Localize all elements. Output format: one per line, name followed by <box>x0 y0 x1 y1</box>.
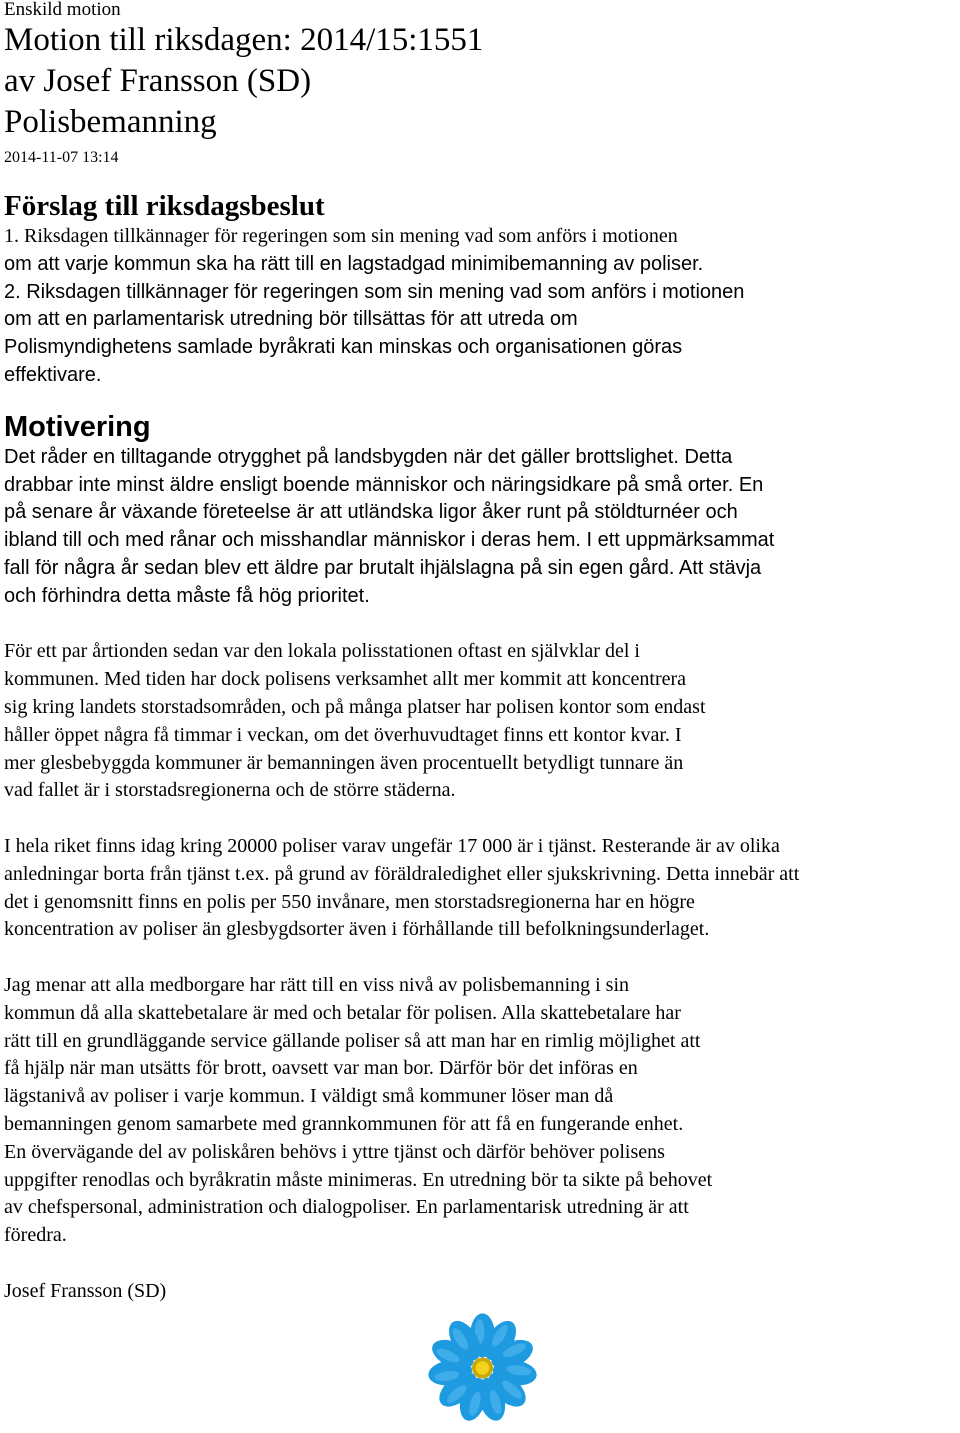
proposal-1-line-2: om att varje kommun ska ha rätt till en lagstadgad minimibemanning av poliser. <box>4 252 704 275</box>
motivering-paragraph: Det råder en tilltagande otrygghet på landsbygden när det gäller brottslighet. Detta drabbar inte minst äldre ensligt boende människor och näringsidkare på små orter. En på senare år växande företeelse är att utländska ligor åker runt på stöldturnéer och ibland till och med rånar och misshandlar människor i deras hem. I ett uppmärksammat fall för några år sedan blev ett äldre par brutalt ihjälslagna på sin egen gård. Att stävja och förhindra detta måste få hög prioritet. <box>4 445 775 607</box>
proposal-2-line-3: Polismyndighetens samlade byråkrati kan minskas och organisationen göras <box>4 336 683 359</box>
proposals-list <box>4 223 958 390</box>
proposal-2-line-4: effektivare. <box>4 363 102 386</box>
motion-title: Motion till riksdagen: 2014/15:1551 <box>4 22 484 58</box>
motivering-body <box>4 444 958 1250</box>
proposal-2-line-1: 2. Riksdagen tillkännager för regeringen som sin mening vad som anförs i motionen <box>4 280 745 303</box>
motivering-paragraph: I hela riket finns idag kring 20000 poliser varav ungefär 17 000 är i tjänst. Resterande är av olika anledningar borta från tjänst t.ex. på grund av föräldraledighet eller sjukskrivning. Detta innebär att det i genomsnitt finns en polis per 550 invånare, men storstadsregionerna har en högre koncentration av poliser än glesbygdsorter även i förhållande till befolkningsunderlaget. <box>4 834 800 941</box>
motivering-heading: Motivering <box>4 410 151 443</box>
proposal-1-line-1: 1. Riksdagen tillkännager för regeringen som sin mening vad som anförs i motionen <box>4 225 678 247</box>
signature: Josef Fransson (SD) <box>4 1279 167 1302</box>
motivering-paragraph: För ett par årtionden sedan var den lokala polisstationen oftast en självklar del i kommunen. Med tiden har dock polisens verksamhet allt mer kommit att koncentrera sig kring landets storstadsområden, och på många platser har polisen kontor som endast håller öppet några få timmar i veckan, om det överhuvudtaget finns ett kontor kvar. I mer glesbebyggda kommuner är bemanningen även procentuellt betydligt tunnare än vad fallet är i storstadsregionerna och de större städerna. <box>4 640 706 802</box>
author-line: av Josef Fransson (SD) <box>4 63 312 99</box>
proposals-heading: Förslag till riksdagsbeslut <box>4 190 325 222</box>
blue-anemone-flower-logo-icon <box>425 1308 540 1428</box>
document-type: Enskild motion <box>4 0 121 20</box>
proposal-2-line-2: om att en parlamentarisk utredning bör tillsättas för att utreda om <box>4 308 578 331</box>
motion-document <box>4 0 958 1305</box>
motion-subject: Polisbemanning <box>4 104 217 140</box>
flower-center-inner <box>476 1361 489 1374</box>
motion-datetime: 2014-11-07 13:14 <box>4 149 119 166</box>
motivering-paragraph: Jag menar att alla medborgare har rätt till en viss nivå av polisbemanning i sin kommun då alla skattebetalare är med och betalar för polisen. Alla skattebetalare har rätt till en grundläggande service gällande poliser så att man har en rimlig möjlighet att få hjälp när man utsätts för brott, oavsett var man bor. Därför bör det införas en lägstanivå av poliser i varje kommun. I väldigt små kommuner löser man då bemanningen genom samarbete med grannkommunen för att få en fungerande enhet. En övervägande del av poliskåren behövs i yttre tjänst och därför behöver polisens uppgifter renodlas och byråkratin måste minimeras. En utredning bör ta sikte på behovet av chefspersonal, administration och dialogpoliser. En parlamentarisk utredning är att föredra. <box>4 973 713 1247</box>
